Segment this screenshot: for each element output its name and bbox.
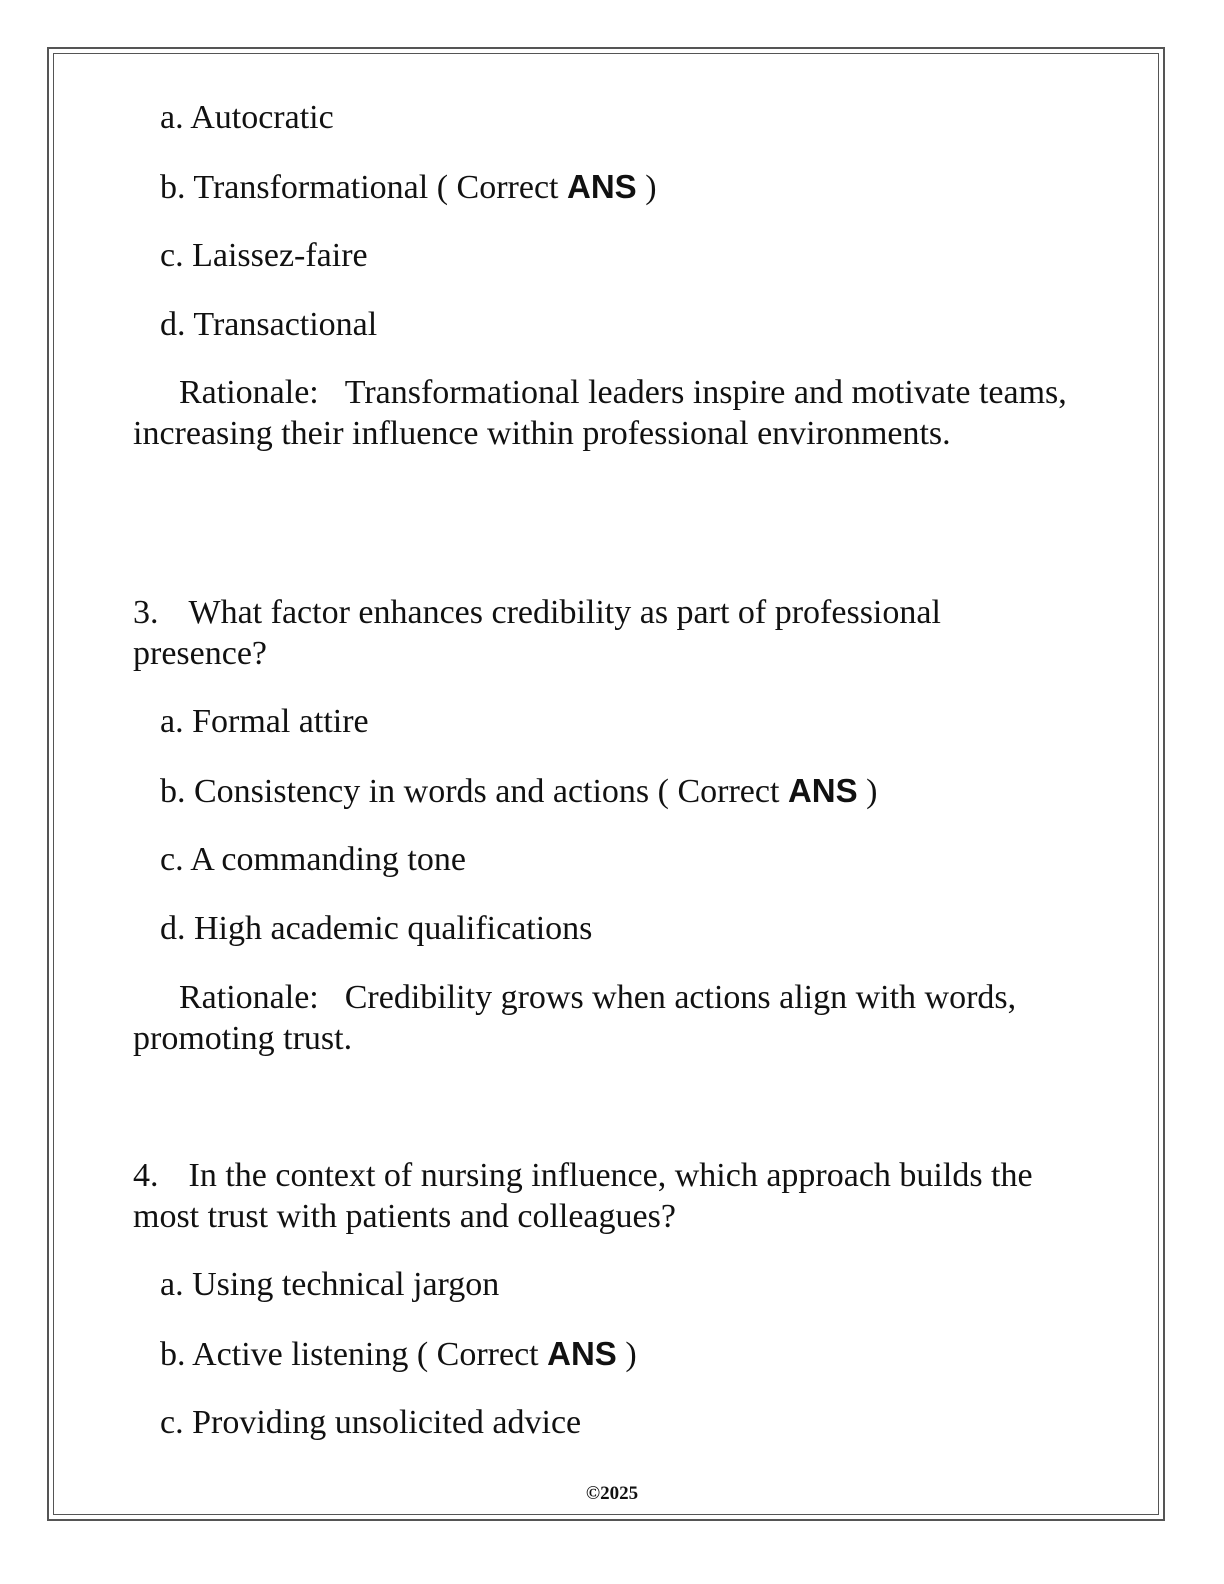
- correct-answer-tag: ANS: [567, 168, 637, 205]
- q4-option-c: c. Providing unsolicited advice: [160, 1404, 582, 1441]
- q3-option-b-correct: b. Consistency in words and actions ( Correct ANS ): [160, 772, 878, 810]
- q4-option-a: a. Using technical jargon: [160, 1266, 500, 1303]
- question-number: 4.: [133, 1157, 159, 1194]
- q4-question: [133, 1155, 1083, 1237]
- rationale-label: Rationale:: [179, 979, 319, 1016]
- correct-answer-tag: ANS: [547, 1335, 617, 1372]
- rationale-text: Credibility grows when actions align with words, promoting trust.: [133, 979, 1017, 1057]
- q2-rationale: [133, 372, 1083, 454]
- footer-copyright: ©2025: [585, 1483, 639, 1504]
- q4-option-b-correct: b. Active listening ( Correct ANS ): [160, 1335, 637, 1373]
- q3-question: [133, 592, 1083, 674]
- rationale-text: Transformational leaders inspire and motivate teams, increasing their influence within professional environments.: [133, 374, 1067, 452]
- q3-option-c: c. A commanding tone: [160, 841, 466, 878]
- rationale-label: Rationale:: [179, 374, 319, 411]
- q2-option-d: d. Transactional: [160, 306, 378, 343]
- correct-answer-tag: ANS: [787, 772, 858, 809]
- question-number: 3.: [133, 594, 159, 631]
- q2-option-c: c. Laissez-faire: [160, 237, 368, 274]
- q3-rationale: [133, 977, 1083, 1059]
- question-text: What factor enhances credibility as part of professional presence?: [133, 594, 941, 672]
- q3-option-d: d. High academic qualifications: [160, 910, 593, 947]
- q3-option-a: a. Formal attire: [160, 703, 369, 740]
- q2-option-b-correct: b. Transformational ( Correct ANS ): [160, 168, 657, 206]
- q2-option-a: a. Autocratic: [160, 99, 334, 136]
- question-text: In the context of nursing influence, which approach builds the most trust with patients and colleagues?: [133, 1157, 1033, 1235]
